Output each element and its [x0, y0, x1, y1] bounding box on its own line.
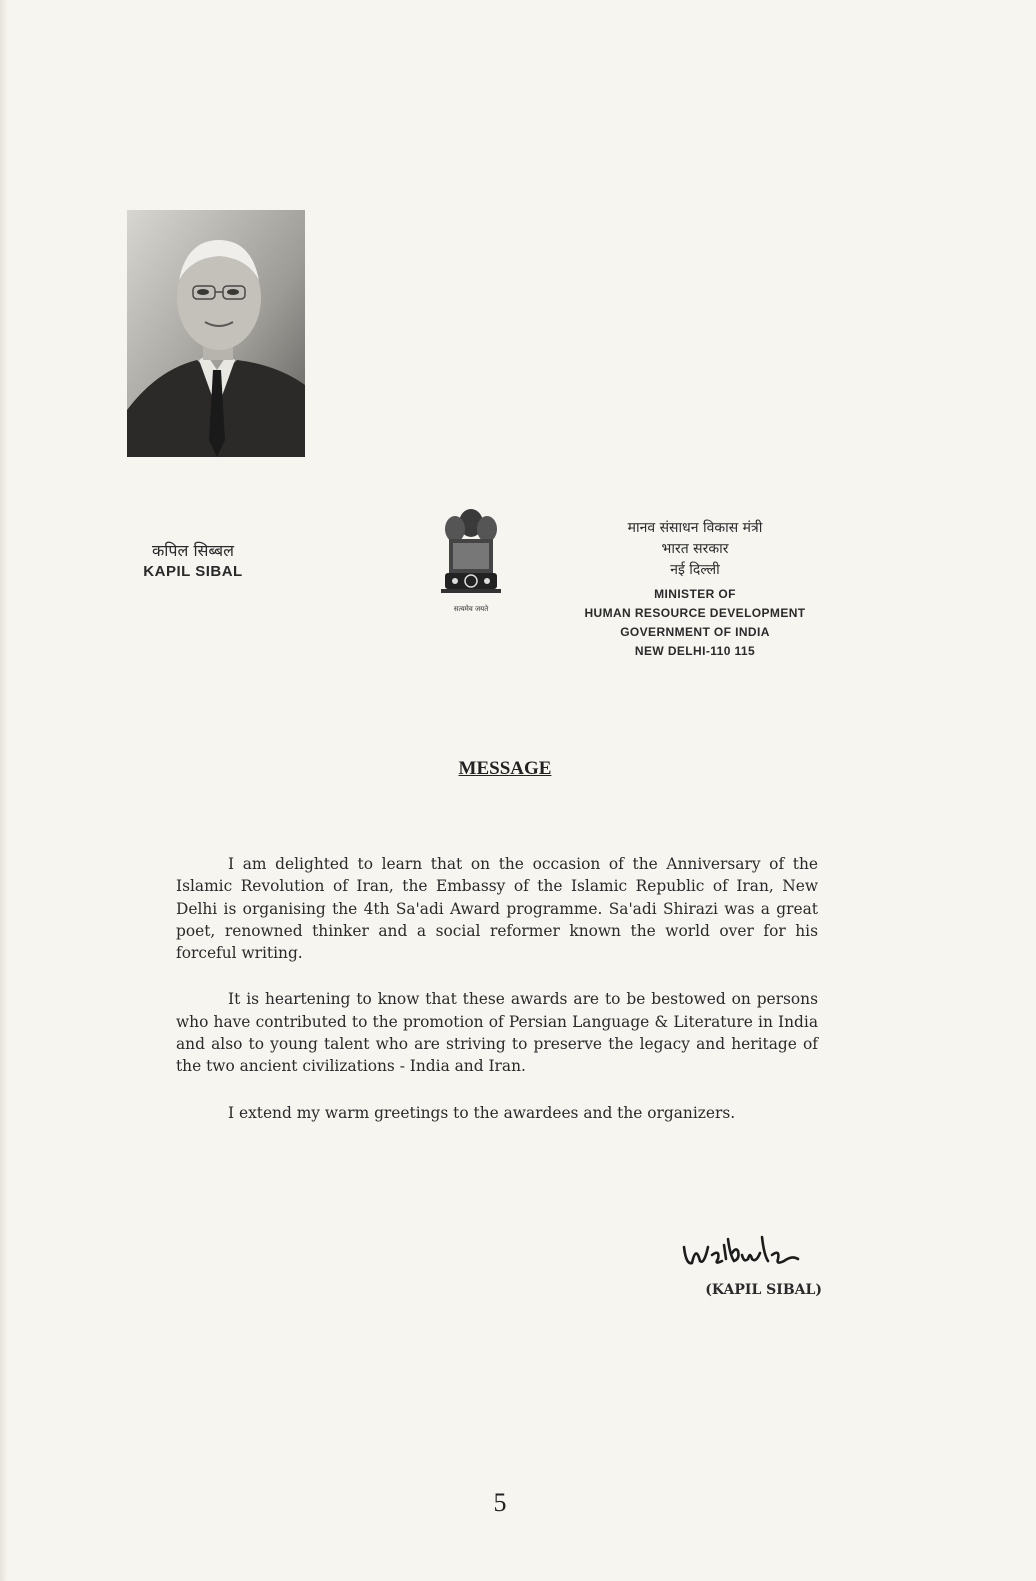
message-heading: MESSAGE	[458, 758, 552, 779]
page-number: 5	[493, 1488, 507, 1517]
name-hindi: कपिल सिब्बल	[151, 541, 235, 560]
office-english-line: MINISTER OF	[654, 587, 736, 601]
message-paragraph: I extend my warm greetings to the awardees and the organizers.	[228, 1103, 736, 1122]
signatory-name: (KAPIL SIBAL)	[705, 1282, 822, 1298]
name-english: KAPIL SIBAL	[143, 563, 243, 580]
handwritten-signature	[678, 1225, 808, 1275]
office-hindi-line: नई दिल्ली	[670, 562, 720, 578]
emblem-motto: सत्यमेव जयते	[453, 605, 489, 613]
message-paragraph: I am delighted to learn that on the occasion of the Anniversary of the Islamic Revolution of Iran, the Embassy of the Islamic Republic of Iran, New Delhi is organising the 4th Sa'adi Award programme. Sa'adi Shirazi was a great poet, renowned thinker and a social reformer known the world over for his forceful writing.	[176, 855, 818, 963]
page-edge-shadow	[0, 0, 8, 1581]
national-emblem-icon	[435, 505, 507, 617]
office-english-line: GOVERNMENT OF INDIA	[620, 625, 770, 639]
office-english-line: HUMAN RESOURCE DEVELOPMENT	[584, 606, 806, 620]
office-block	[560, 518, 830, 661]
portrait-photo	[127, 210, 305, 457]
message-paragraph: It is heartening to know that these awards are to be bestowed on persons who have contributed to the promotion of Persian Language & Literature in India and also to young talent who are striving to preserve the legacy and heritage of the two ancient civilizations - India and Iran.	[176, 990, 818, 1076]
message-body	[176, 853, 818, 1148]
office-hindi-line: भारत सरकार	[661, 541, 729, 557]
name-block	[123, 540, 263, 582]
office-english-line: NEW DELHI-110 115	[634, 644, 756, 658]
office-hindi-line: मानव संसाधन विकास मंत्री	[627, 520, 763, 536]
